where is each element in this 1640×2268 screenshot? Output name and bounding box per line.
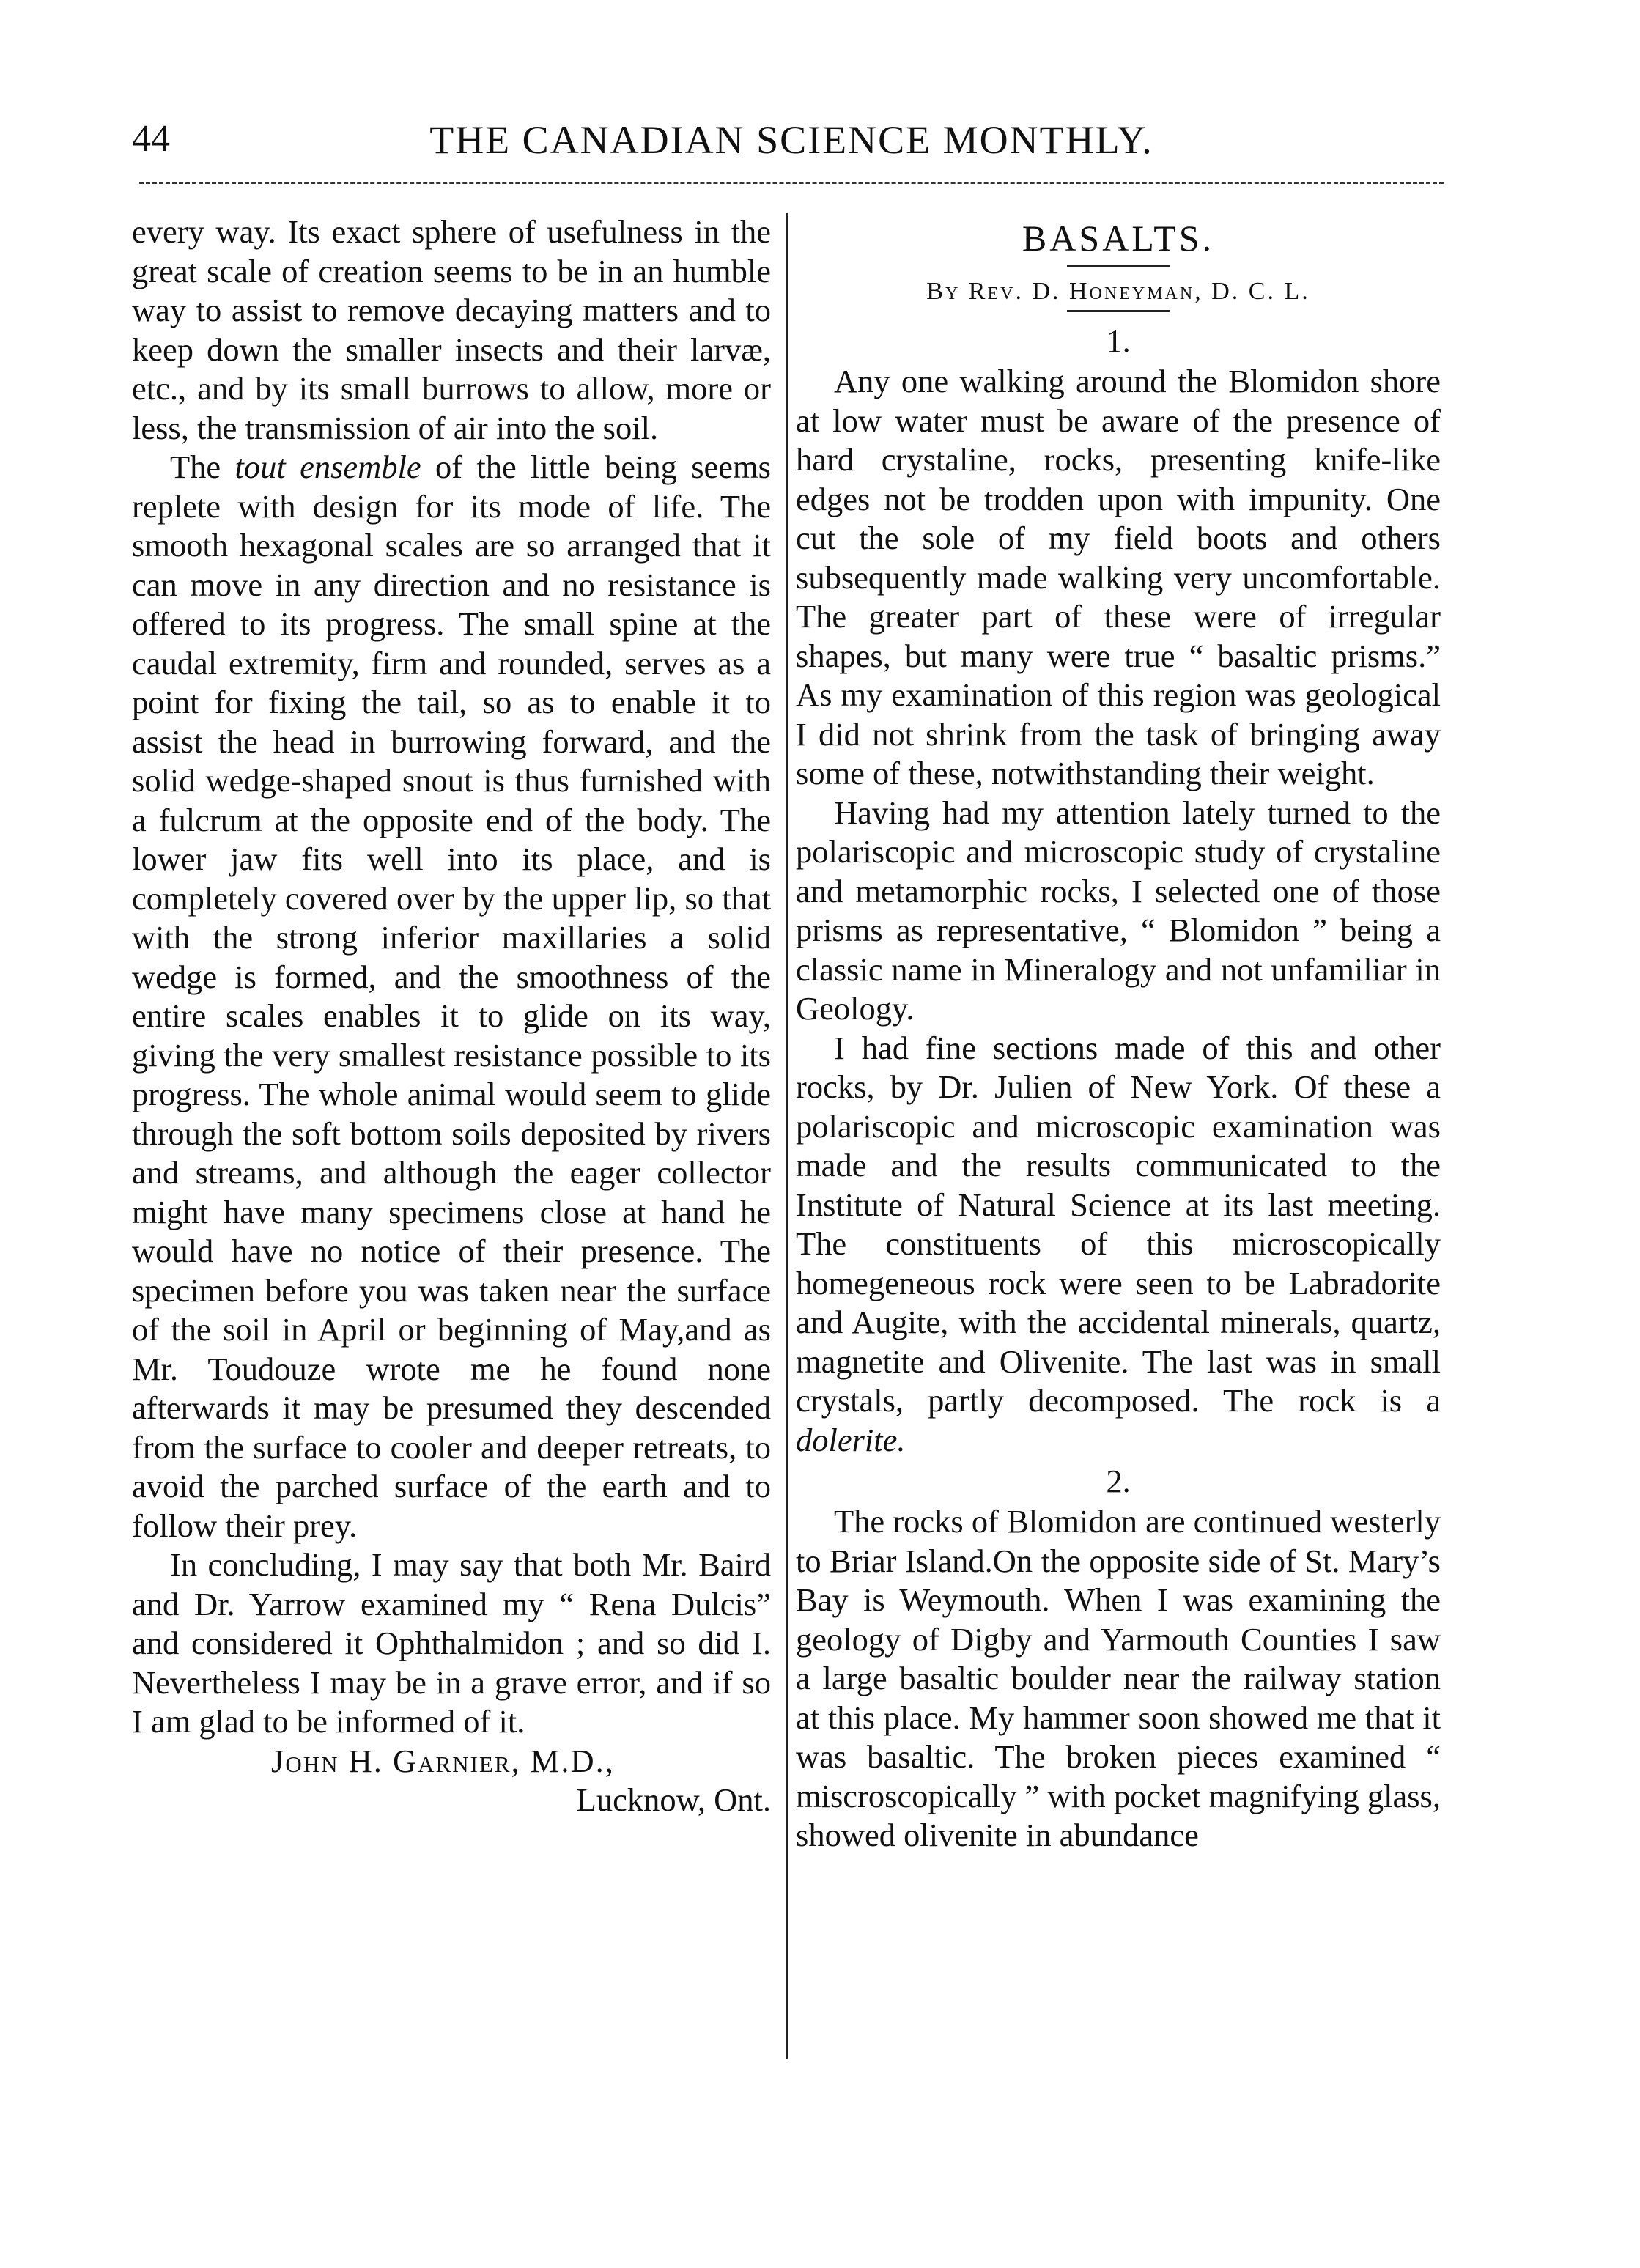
italic-phrase: dolerite. xyxy=(796,1421,906,1458)
title-rule xyxy=(1067,265,1170,267)
text-run: of the little being seems replete with design for its mode of life. The smooth hexagonal scales are so arranged that it can move in any direction and no resistance is offered to its progress. The small spine at the caudal extremity, firm and rounded, serves as a point for fixing the tail, so as to enable it to assist the head in burrowing forward, and the solid wedge-shaped snout is thus furnished with a fulcrum at the opposite end of the body. The lower jaw fits well into its place, and is completely covered over by the upper lip, so that with the strong inferior maxillaries a solid wedge is formed, and the smoothness of the entire scales enables it to glide on its way, giving the very smallest resistance possible to its progress. The whole animal would seem to glide through the soft bottom soils deposited by rivers and streams, and although the eager collector might have many specimens close at hand he would have no notice of their presence. The specimen before you was taken near the surface of the soil in April or beginning of May,and as Mr. Toudouze wrote me he found none afterwards it may be presumed they descended from the surface to cooler and deeper retreats, to avoid the parched surface of the earth and to follow their prey. xyxy=(132,448,771,1544)
author-location: Lucknow, Ont. xyxy=(576,1781,771,1818)
paragraph: In concluding, I may say that both Mr. Baird and Dr. Yarrow examined my “ Rena Dulcis” and considered it Ophthalmidon ; and so did I. Nevertheless I may be in a grave error, and if so I am glad to be informed of it. xyxy=(132,1546,771,1740)
byline-rule xyxy=(1067,310,1170,312)
right-column xyxy=(796,213,1441,1855)
italic-phrase: tout ensemble xyxy=(234,448,421,485)
text-run: The xyxy=(170,448,235,485)
paragraph: every way. Its exact sphere of usefulness in the great scale of creation seems to be in an humble way to assist to remove decaying matters and to keep down the smaller insects and their larvæ, etc., and by its small burrows to allow, more or less, the transmission of air into the soil. xyxy=(132,213,771,446)
section-number: 2. xyxy=(1106,1463,1131,1499)
running-header xyxy=(132,117,1451,176)
journal-title: THE CANADIAN SCIENCE MONTHLY. xyxy=(429,118,1153,162)
article-title: BASALTS. xyxy=(1022,218,1215,259)
paragraph: The rocks of Blomidon are continued westerly to Briar Island.On the opposite side of St. Mary’s Bay is Weymouth. When I was examining the geology of Digby and Yarmouth Counties I saw a large basaltic boulder near the railway station at this place. My hammer soon showed me that it was basaltic. The broken pieces examined “ miscroscopically ” with pocket magnifying glass, showed olivenite in abundance xyxy=(796,1503,1441,1853)
section-number: 1. xyxy=(1106,322,1131,359)
author-signature: John H. Garnier, M.D., xyxy=(271,1742,615,1779)
column-divider xyxy=(786,213,788,2059)
paragraph: Having had my attention lately turned to the polariscopic and microscopic study of crystaline and metamorphic rocks, I selected one of those prisms as representative, “ Blomidon ” being a classic name in Mineralogy and not unfamiliar in Geology. xyxy=(796,794,1441,1027)
page-number: 44 xyxy=(132,118,170,160)
paragraph xyxy=(132,448,771,1545)
byline: By Rev. D. Honeyman, D. C. L. xyxy=(926,278,1310,305)
header-rule xyxy=(139,182,1444,184)
left-column xyxy=(132,213,771,1820)
paragraph: Any one walking around the Blomidon shore at low water must be aware of the presence of hard crystaline, rocks, presenting knife-like edges not be trodden upon with impunity. One cut the sole of my field boots and others subsequently made walking very uncomfortable. The greater part of these were of irregular shapes, but many were true “ basaltic prisms.” As my examination of this region was geological I did not shrink from the task of bringing away some of these, notwithstanding their weight. xyxy=(796,363,1441,791)
paragraph xyxy=(796,1029,1441,1460)
text-run: I had fine sections made of this and other rocks, by Dr. Julien of New York. Of these a polariscopic and microscopic examination was made and the results communicated to the Institute of Natural Science at its last meeting. The constituents of this microscopically homegeneous rock were seen to be Labradorite and Augite, with the accidental minerals, quartz, magnetite and Olivenite. The last was in small crystals, partly decomposed. The rock is a xyxy=(796,1029,1441,1419)
